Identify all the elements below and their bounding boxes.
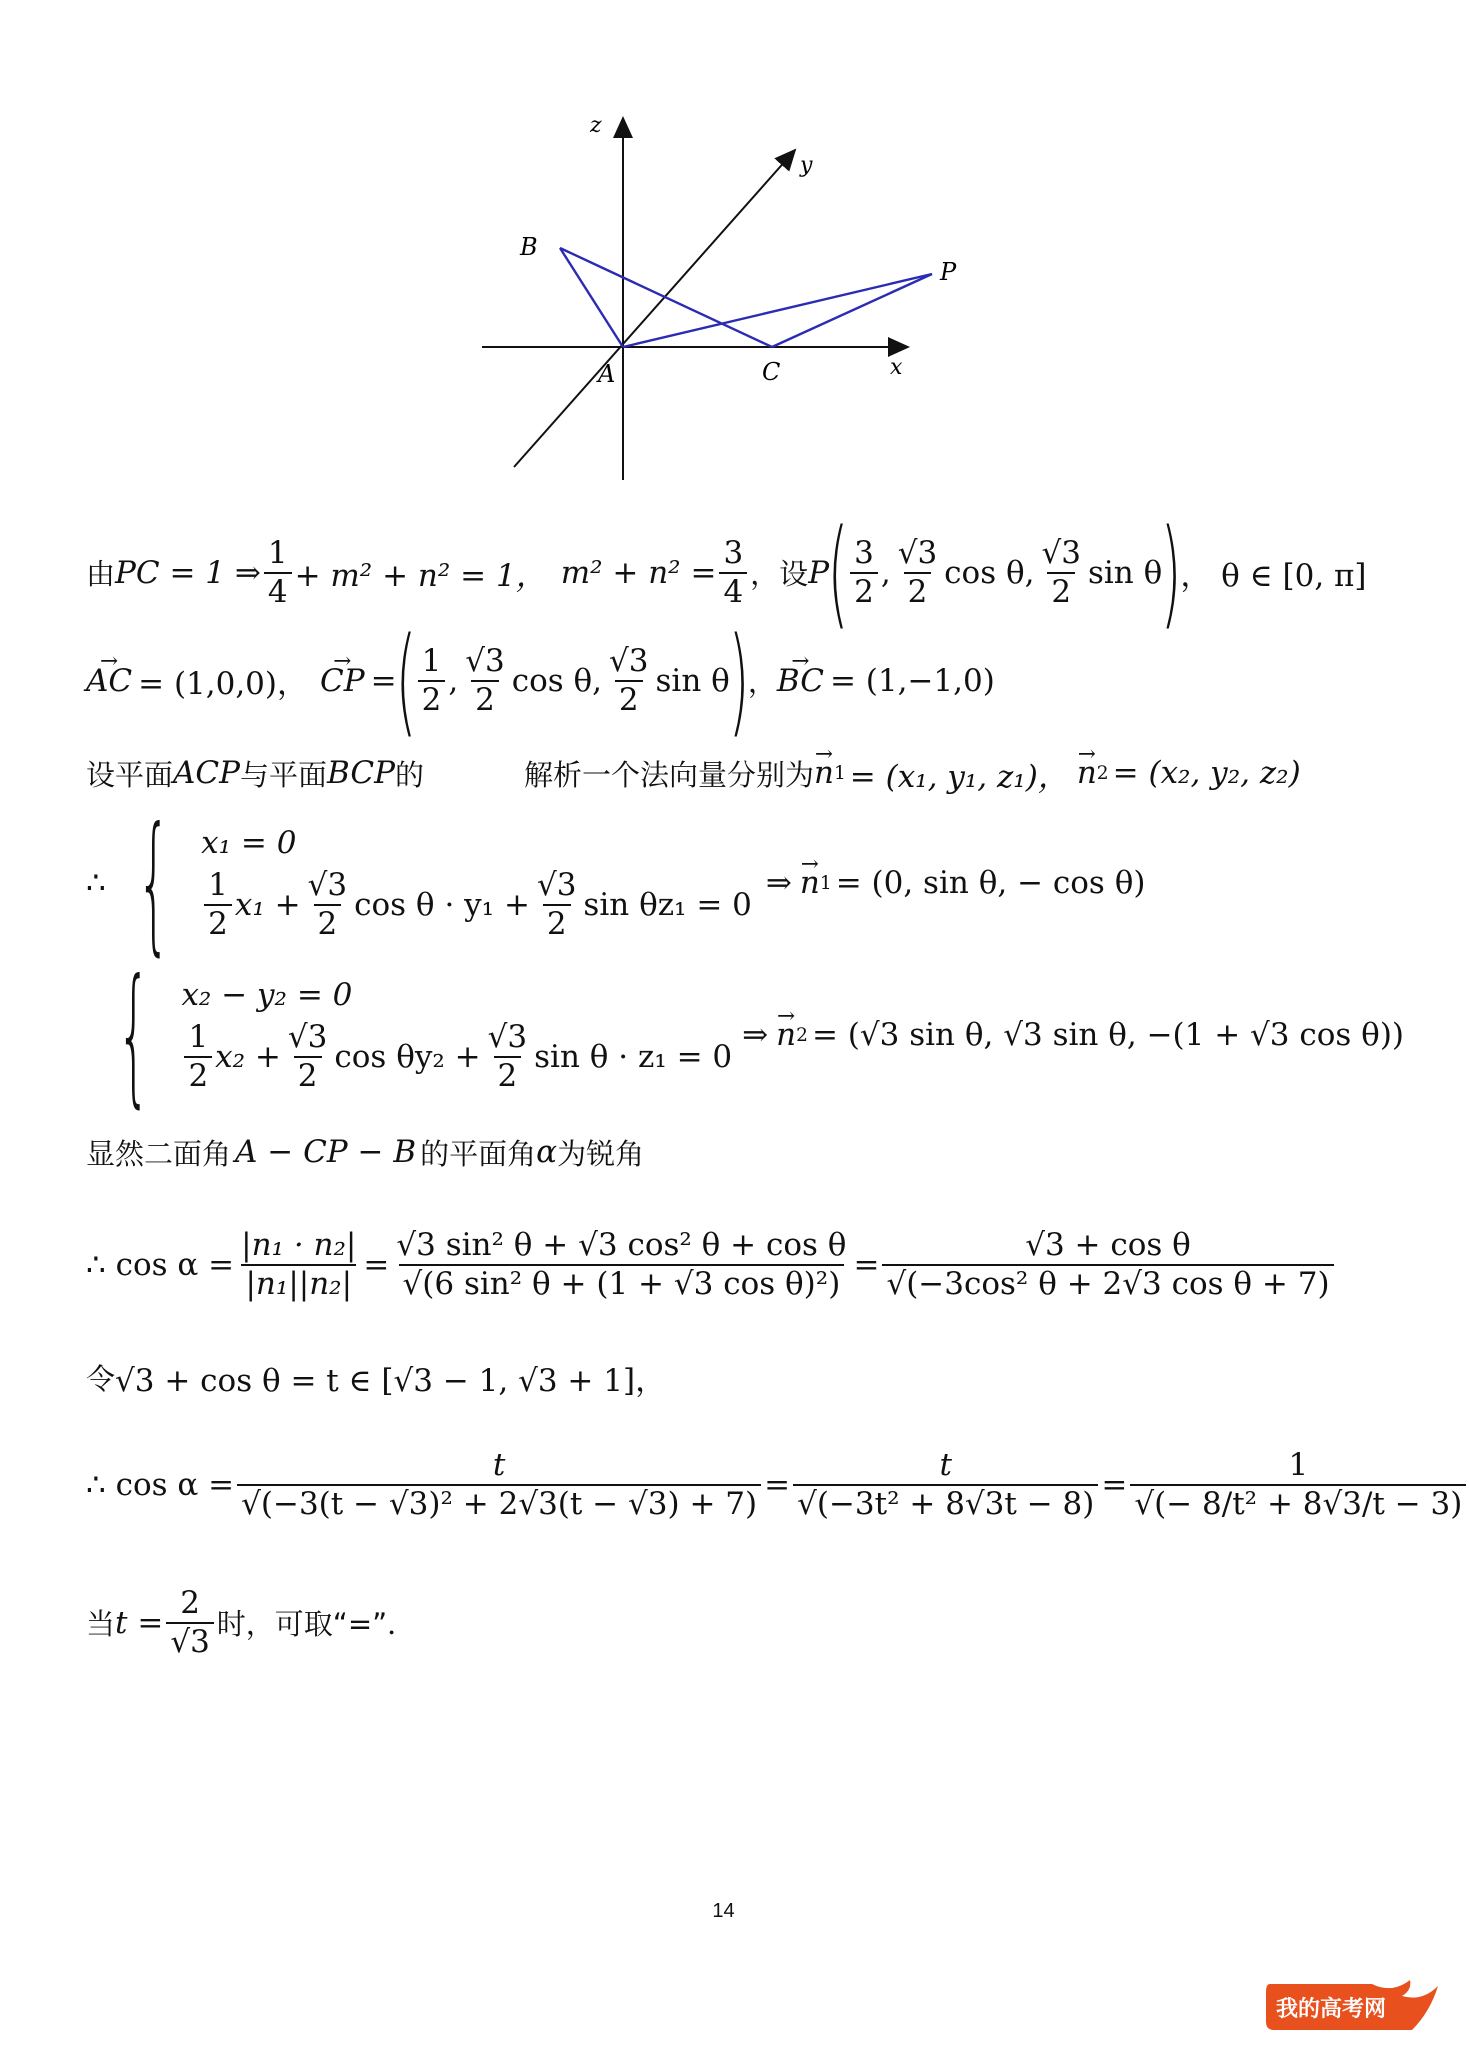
fraction — [1037, 534, 1084, 610]
denominator: 2 — [850, 572, 878, 609]
denominator: 2 — [418, 680, 446, 717]
math: sin θz₁ = 0 — [583, 887, 752, 923]
fraction — [284, 1021, 331, 1092]
page-number: 14 — [712, 1900, 735, 1922]
comma: ， — [747, 665, 777, 699]
math: + m² + n² = 1， — [294, 558, 547, 594]
implies-sign: ⇒ — [742, 1017, 769, 1053]
fraction — [882, 1229, 1333, 1300]
fraction — [418, 642, 446, 718]
math: = (0, sin θ, − cos θ) — [835, 865, 1146, 901]
text: 解析一个法向量分别为 — [523, 757, 814, 792]
numerator: 3 — [854, 534, 874, 571]
math: cos θ · y₁ + — [354, 887, 530, 923]
line-normal-vectors: 设平面 ACP 与平面 BCP 的 解析一个法向量分别为 → n 1 = (x₁, y₁, z₁)， → n 2 = (x₂, y₂, z₂) — [86, 738, 1301, 808]
math: ∴ cos α = — [86, 1467, 235, 1503]
math: = — [764, 1467, 791, 1503]
watermark-text: 我的高考网 — [1276, 1997, 1387, 2022]
fraction — [166, 1584, 213, 1660]
denominator: √(−3cos² θ + 2√3 cos θ + 7) — [882, 1264, 1333, 1301]
vector-n1: → n — [814, 755, 834, 791]
numerator: √3 — [287, 1019, 328, 1056]
vector-ac: → AC — [86, 663, 132, 699]
line-dihedral-angle — [86, 1117, 644, 1187]
denominator: 2 — [184, 1056, 212, 1093]
label-y: y — [800, 153, 813, 178]
implies-sign: ⇒ — [765, 865, 792, 901]
equation-row — [201, 869, 752, 940]
numerator: |n₁ · n₂| — [241, 1227, 357, 1264]
fraction — [304, 869, 351, 940]
math: = — [363, 1247, 390, 1283]
fraction — [237, 1229, 360, 1300]
math: PC = 1 ⇒ — [115, 554, 261, 591]
equation-row: x₁ = 0 — [201, 825, 297, 862]
text: 的平面角 — [420, 1136, 537, 1171]
numerator: √3 — [609, 642, 649, 679]
denominator: √3 — [166, 1622, 213, 1659]
numerator: √3 — [1041, 534, 1081, 571]
math: m² + n² = — [560, 554, 717, 591]
denominator: 2 — [1047, 572, 1075, 609]
label-z: z — [590, 113, 602, 138]
numerator: √3 — [536, 867, 577, 904]
left-paren: ( — [395, 611, 416, 750]
denominator: 2 — [543, 904, 571, 941]
text: 设平面 — [86, 757, 174, 792]
math: = (1,0,0)， — [138, 666, 309, 702]
fraction — [533, 869, 580, 940]
right-paren: ) — [728, 611, 750, 750]
math: α — [536, 1134, 558, 1170]
line-substitution — [86, 1342, 666, 1412]
text: 为锐角 — [557, 1136, 645, 1171]
numerator: √3 — [465, 642, 505, 679]
math: P — [808, 554, 830, 591]
label-A: A — [598, 360, 616, 388]
fraction — [392, 1229, 850, 1300]
numerator: 1 — [267, 534, 288, 571]
label-C: C — [762, 358, 781, 386]
line-equality-condition — [86, 1575, 416, 1670]
fraction — [605, 642, 652, 718]
math: sin θ · z₁ = 0 — [534, 1039, 733, 1075]
denominator: 4 — [719, 572, 747, 609]
math: = (√3 sin θ, √3 sin θ, −(1 + √3 cos θ)) — [811, 1017, 1405, 1053]
numerator: √3 — [487, 1019, 528, 1056]
denominator: √(−3(t − √3)² + 2√3(t − √3) + 7) — [237, 1484, 761, 1521]
site-logo-watermark — [1262, 1972, 1442, 2038]
math: ACP — [173, 755, 240, 791]
math: cos θy₂ + — [334, 1039, 481, 1075]
math: = (1,−1,0) — [829, 662, 995, 699]
numerator: √3 — [307, 867, 348, 904]
math: = — [370, 662, 397, 699]
line-vectors: → AC = (1,0,0)， → CP = ( $\frac{1}{2}$ , $\frac{√3}{2}$ cos θ, $\frac{√3}{2}$ sin θ ) ， → BC = (1,−1,0) — [86, 633, 995, 728]
math: A − CP − B — [235, 1134, 417, 1170]
denominator: 4 — [264, 572, 292, 609]
line-pc-condition: 由 PC = 1 ⇒ $\frac{1}{4}$ + m² + n² = 1， m² + n² = $\frac{3}{4}$ ，设 P ( $\frac{3}{2}$ , $\frac{√3}{2}$ cos θ, $\frac{√3}{2}$ sin θ ) ， θ ∈ [0, π] — [86, 503, 1367, 642]
fraction — [894, 534, 941, 610]
math: BCP — [327, 755, 395, 791]
equation-row — [181, 1021, 732, 1092]
fraction — [850, 534, 878, 610]
numerator: 1 — [188, 1019, 209, 1056]
vector-n2: → n — [776, 1017, 796, 1053]
numerator: t — [939, 1447, 952, 1484]
denominator: √(−3t² + 8√3t − 8) — [793, 1484, 1098, 1521]
math: cos θ, — [511, 662, 603, 699]
math: √3 + cos θ = t ∈ [√3 − 1, √3 + 1]， — [115, 1362, 667, 1399]
fraction — [204, 869, 232, 940]
math: x₂ + — [215, 1039, 281, 1075]
line-cos-alpha-2 — [86, 1420, 1469, 1550]
text: 与平面 — [239, 757, 327, 792]
coordinate-figure — [470, 110, 957, 490]
numerator: √3 sin² θ + √3 cos² θ + cos θ — [396, 1227, 847, 1264]
denominator: √(6 sin² θ + (1 + √3 cos θ)²) — [399, 1264, 845, 1301]
system-2: { x₂ − y₂ = 0 $\frac{1}{2}$ x₂ + $\frac{√3}{2}$ cos θy₂ + $\frac{√3}{2}$ sin θ · z₁ = 0 ⇒ → n 2 = (√3 sin θ, √3 sin θ, −(1 + √3 cos θ)) — [86, 960, 1404, 1110]
text: 显然二面角 — [86, 1136, 232, 1171]
fraction — [1130, 1449, 1466, 1520]
math: cos θ, — [944, 554, 1035, 591]
fraction — [461, 642, 508, 718]
numerator: 3 — [723, 534, 744, 571]
math: ， θ ∈ [0, π] — [1180, 558, 1367, 594]
math: sin θ — [655, 662, 730, 699]
text: 当 — [86, 1607, 116, 1641]
denominator: 2 — [471, 680, 499, 717]
triangle-edges — [560, 248, 932, 347]
numerator: 1 — [421, 642, 442, 679]
vector-cp: → CP — [320, 663, 365, 699]
denominator: 2 — [294, 1056, 322, 1093]
y-axis — [514, 150, 795, 467]
numerator: t — [492, 1447, 506, 1484]
label-B: B — [520, 233, 538, 261]
left-brace: { — [117, 948, 151, 1122]
math: sin θ — [1087, 554, 1163, 591]
system-1: ∴ { x₁ = 0 $\frac{1}{2}$ x₁ + $\frac{√3}{2}$ cos θ · y₁ + $\frac{√3}{2}$ sin θz₁ = 0 ⇒ → n 1 = (0, sin θ, − cos θ) — [86, 808, 1145, 958]
fraction — [237, 1449, 761, 1520]
text: ，设 — [750, 557, 809, 591]
text: 由 — [86, 557, 116, 591]
denominator: 2 — [615, 680, 643, 717]
vector-bc: → BC — [777, 663, 824, 699]
numerator: 1 — [1288, 1447, 1309, 1484]
denominator: 2 — [314, 904, 342, 941]
numerator: 1 — [208, 867, 228, 904]
denominator: |n₁||n₂| — [241, 1264, 356, 1301]
label-P: P — [940, 258, 957, 286]
math: x₁ + — [234, 887, 301, 923]
numerator: √3 + cos θ — [1025, 1227, 1191, 1264]
denominator: 2 — [494, 1056, 522, 1093]
math: = (x₂, y₂, z₂) — [1112, 755, 1301, 791]
right-paren: ) — [1160, 503, 1182, 642]
therefore-sign: ∴ — [86, 865, 106, 901]
left-paren: ( — [827, 503, 849, 642]
numerator: 2 — [180, 1584, 200, 1621]
label-x: x — [890, 355, 903, 380]
denominator: 2 — [204, 904, 232, 941]
math: = — [853, 1247, 880, 1283]
fraction — [184, 1021, 212, 1092]
text: 时，可取“=”． — [216, 1607, 417, 1641]
math: = (x₁, y₁, z₁)， — [849, 758, 1069, 795]
text: 的 — [394, 757, 424, 792]
vector-n2: → n — [1077, 755, 1097, 791]
line-cos-alpha-1 — [86, 1210, 1337, 1320]
fraction — [719, 534, 747, 610]
fraction — [793, 1449, 1098, 1520]
math: ∴ cos α = — [86, 1247, 235, 1283]
equation-row: x₂ − y₂ = 0 — [181, 977, 353, 1014]
denominator: 2 — [904, 572, 932, 609]
denominator: √(− 8/t² + 8√3/t − 3) — [1130, 1484, 1466, 1521]
text: 令 — [86, 1361, 116, 1396]
fraction — [264, 534, 292, 610]
fraction — [484, 1021, 531, 1092]
math: t = — [115, 1604, 164, 1641]
numerator: √3 — [897, 534, 938, 571]
vector-n1: → n — [800, 865, 820, 901]
math: = — [1101, 1467, 1128, 1503]
left-brace: { — [136, 796, 171, 970]
